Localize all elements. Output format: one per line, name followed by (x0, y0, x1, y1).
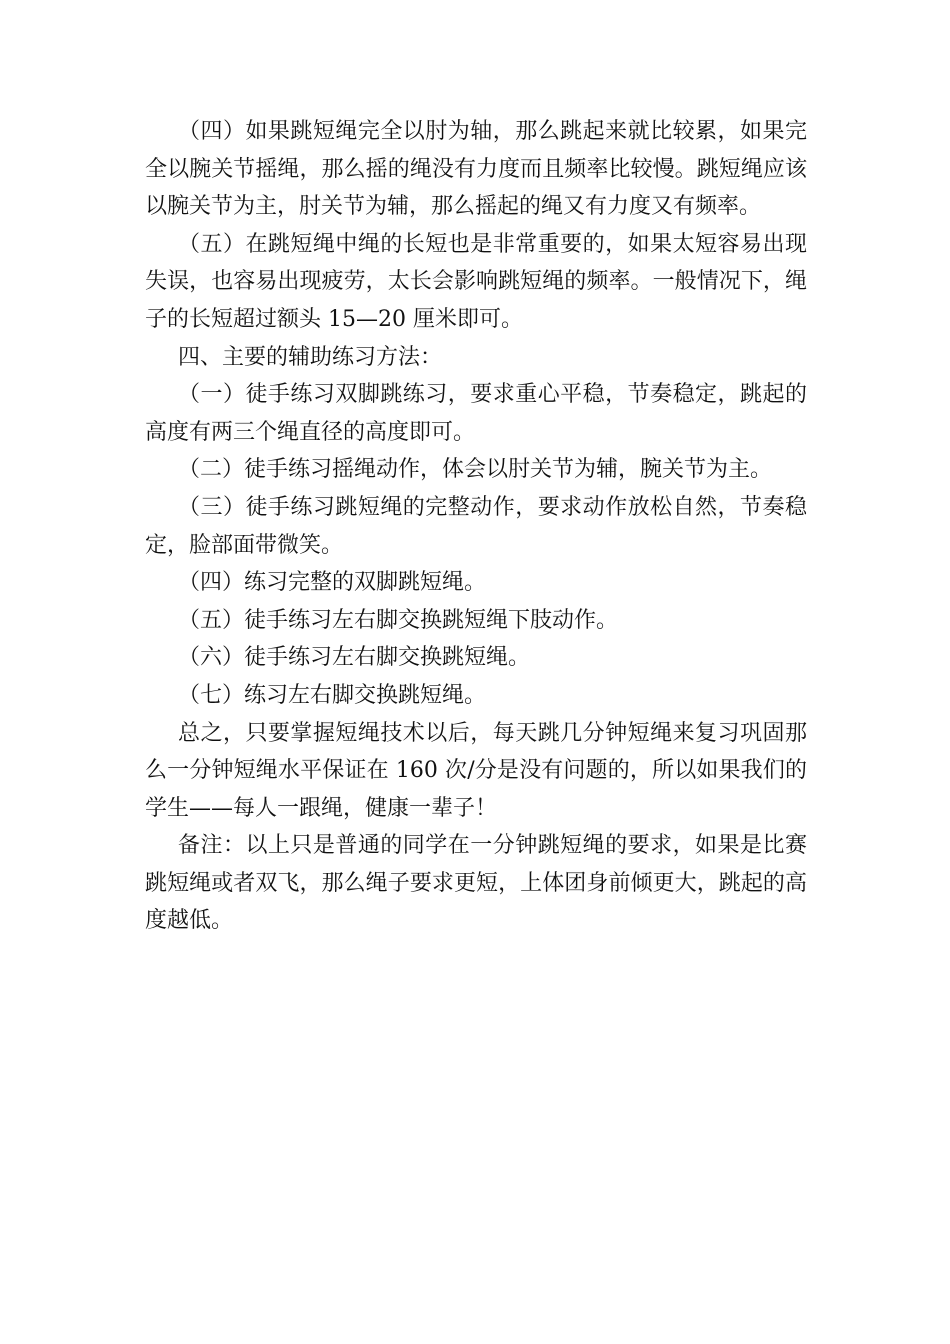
paragraph-summary: 总之，只要掌握短绳技术以后，每天跳几分钟短绳来复习巩固那么一分钟短绳水平保证在 160 次/分是没有问题的，所以如果我们的学生——每人一跟绳，健康一辈子！ (145, 720, 807, 821)
paragraph-rope-length: （五）在跳短绳中绳的长短也是非常重要的，如果太短容易出现失误，也容易出现疲劳，太长会影响跳短绳的频率。一般情况下，绳子的长短超过额头 15—20 厘米即可。 (145, 231, 807, 332)
exercise-item-2: （二）徒手练习摇绳动作，体会以肘关节为辅，腕关节为主。 (178, 457, 773, 483)
exercise-item-6: （六）徒手练习左右脚交换跳短绳。 (178, 645, 531, 671)
exercise-item-3: （三）徒手练习跳短绳的完整动作，要求动作放松自然，节奏稳定，脸部面带微笑。 (145, 494, 807, 558)
exercise-item-7: （七）练习左右脚交换跳短绳。 (178, 682, 487, 708)
paragraph-remark: 备注：以上只是普通的同学在一分钟跳短绳的要求，如果是比赛跳短绳或者双飞，那么绳子要求更短，上体团身前倾更大，跳起的高度越低。 (145, 833, 807, 934)
exercise-item-5: （五）徒手练习左右脚交换跳短绳下肢动作。 (178, 607, 619, 633)
exercise-item-4: （四）练习完整的双脚跳短绳。 (178, 570, 487, 596)
document-body (145, 113, 807, 940)
section-heading-auxiliary-exercises: 四、主要的辅助练习方法： (178, 344, 443, 370)
paragraph-wrist-elbow: （四）如果跳短绳完全以肘为轴，那么跳起来就比较累，如果完全以腕关节摇绳，那么摇的绳没有力度而且频率比较慢。跳短绳应该以腕关节为主，肘关节为辅，那么摇起的绳又有力度又有频率。 (145, 119, 807, 220)
exercise-item-1: （一）徒手练习双脚跳练习，要求重心平稳，节奏稳定，跳起的高度有两三个绳直径的高度即可。 (145, 382, 807, 445)
